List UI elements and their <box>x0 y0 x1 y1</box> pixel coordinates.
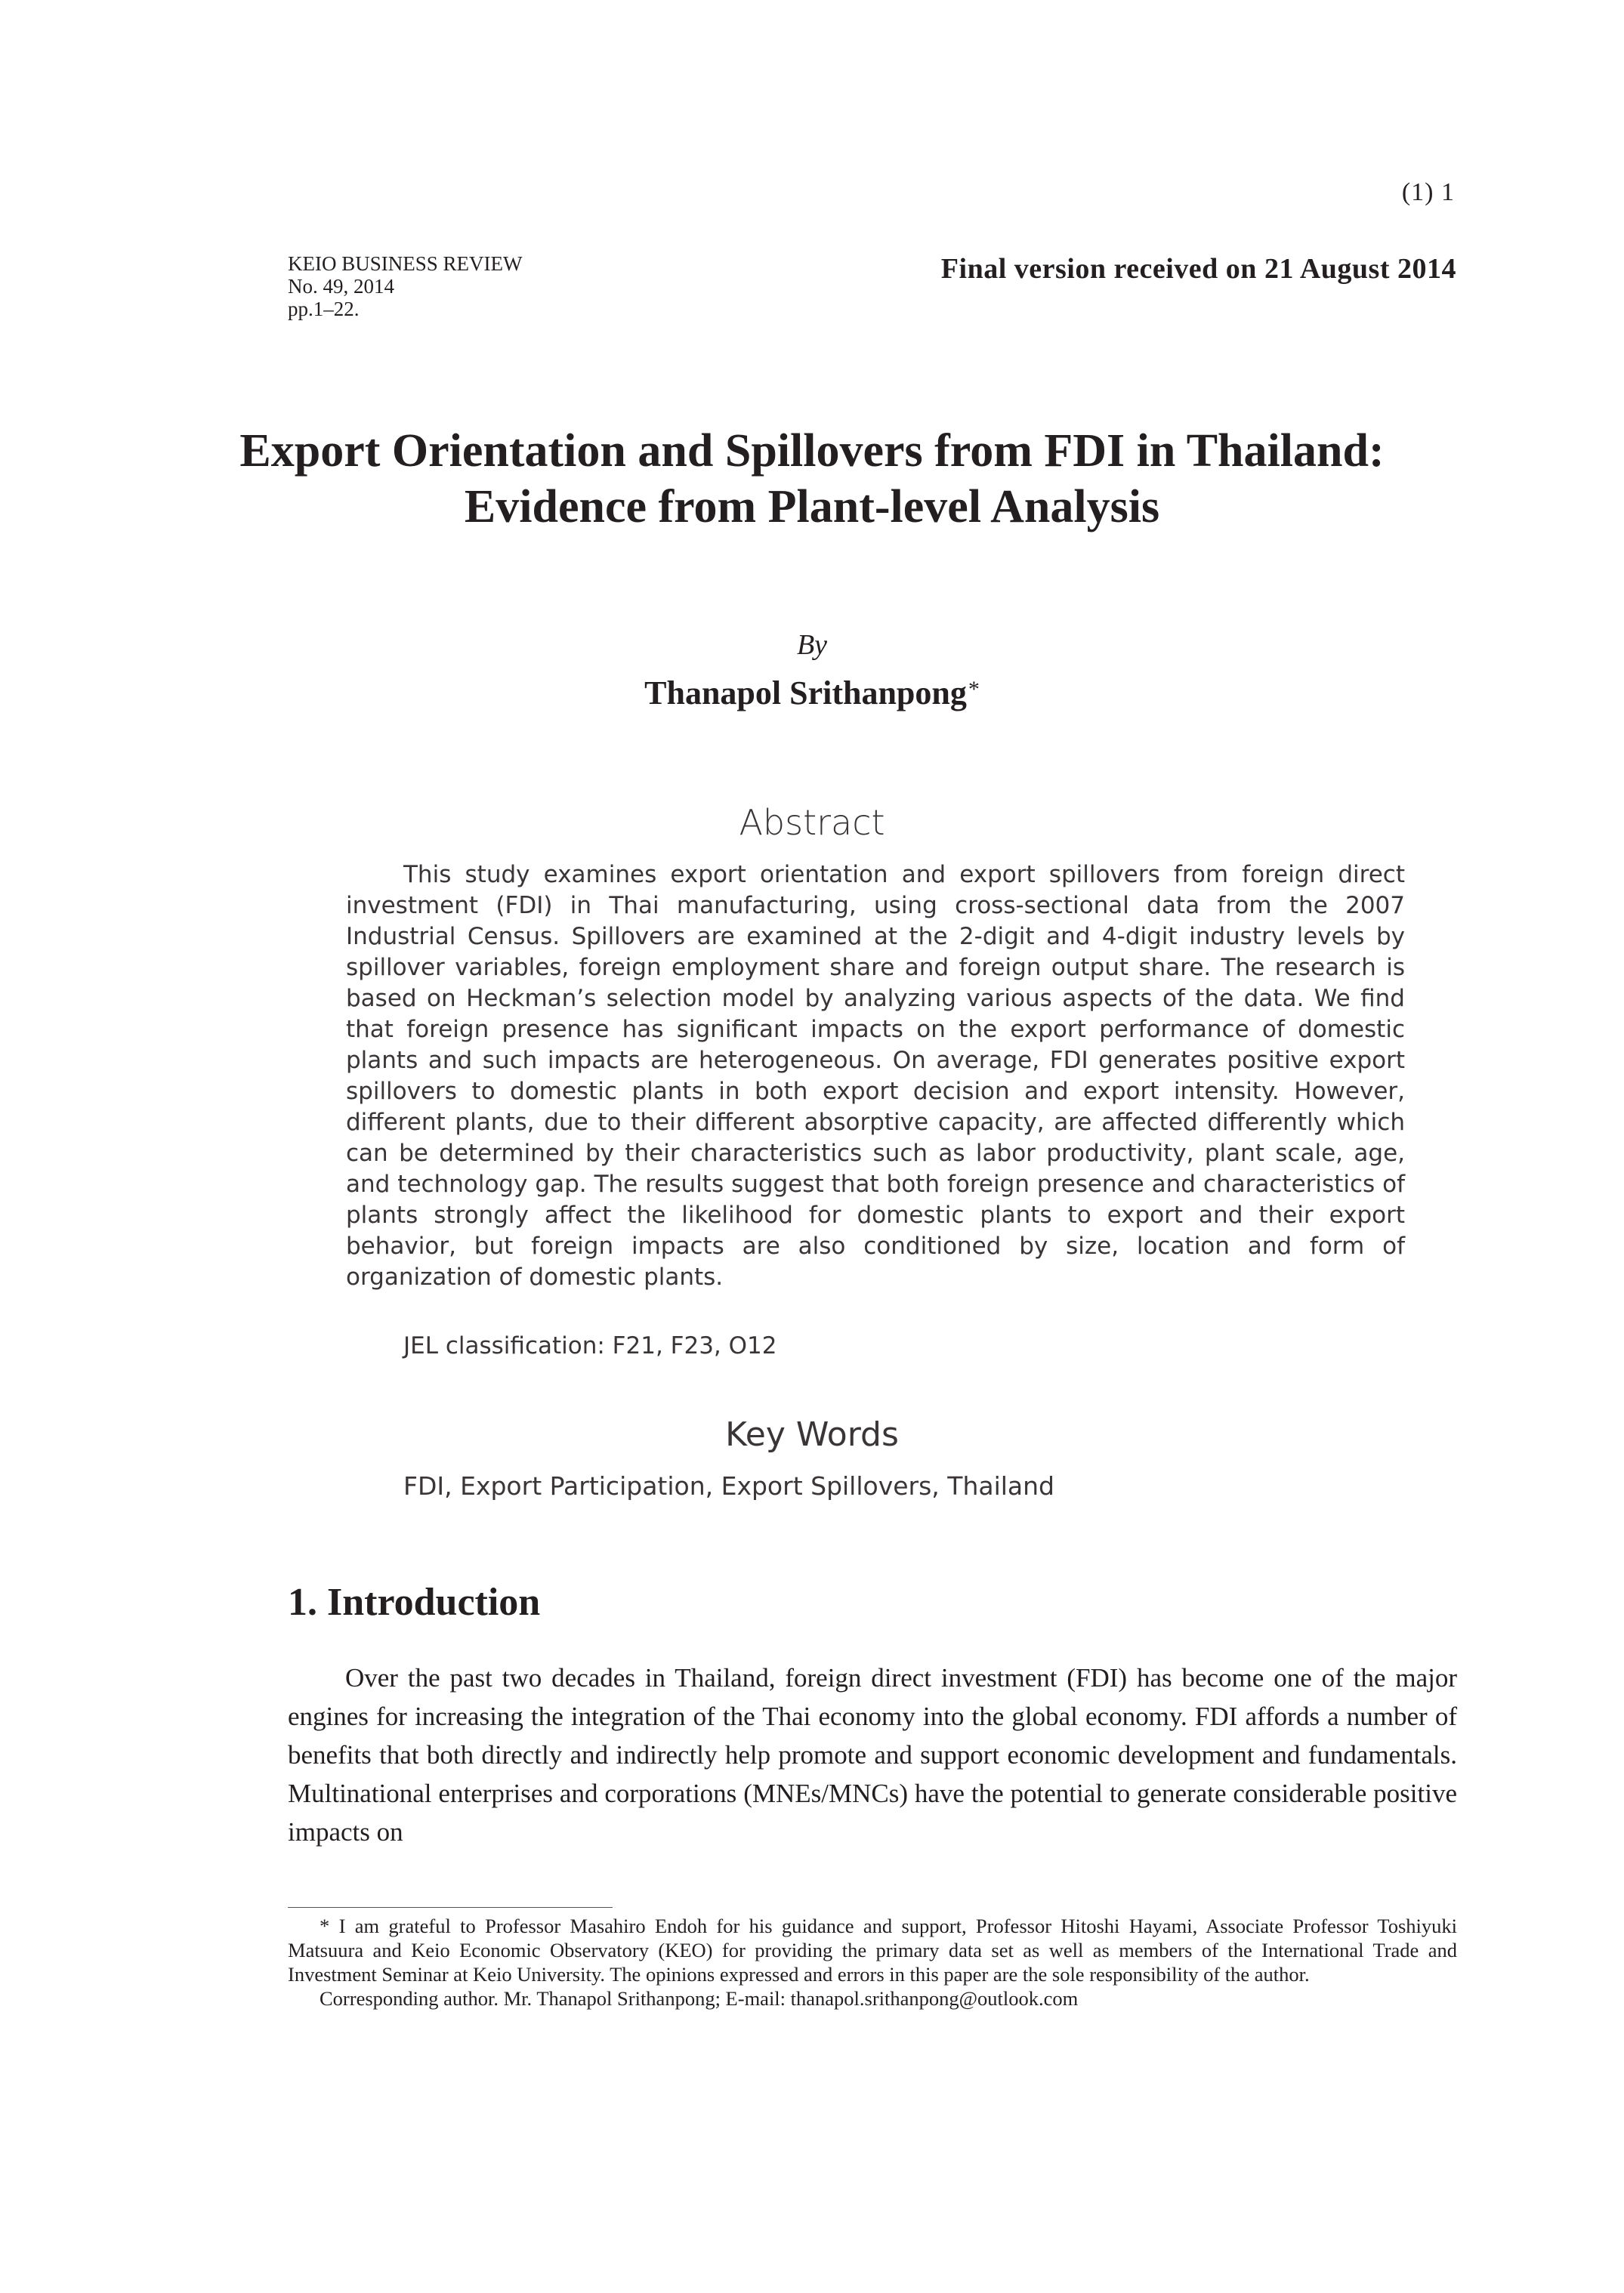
author-name: Thanapol Srithanpong <box>644 674 967 711</box>
jel-classification: JEL classification: F21, F23, O12 <box>403 1332 777 1359</box>
footnote-divider <box>288 1907 613 1908</box>
keywords-heading: Key Words <box>725 1415 899 1454</box>
byline-by: By <box>796 629 828 661</box>
section-heading-introduction: 1. Introduction <box>288 1581 541 1624</box>
abstract-text: This study examines export orientation and export spillovers from foreign direct investment (FDI) in Thai manufacturing, using cross-sectional data from the 2007 Industrial Census. Spillovers are examined at the 2-digit and 4-digit industry levels by spillover variables, foreign employment share and foreign output share. The research is based on Heckman’s selection model by analyzing various aspects of the data. We find that foreign presence has significant impacts on the export performance of domestic plants and such impacts are heterogeneous. On average, FDI generates positive export spillovers to domestic plants in both export decision and export intensity. However, different plants, due to their different absorptive capacity, are affected differently which can be determined by their characteristics such as labor productivity, plant scale, age, and technology gap. The results suggest that both foreign presence and characteristics of plants strongly affect the likelihood for domestic plants to export and their export behavior, but foreign impacts are also conditioned by size, location and form of organization of domestic plants. <box>346 861 1405 1291</box>
author-name-block <box>0 674 1624 712</box>
journal-info <box>288 252 523 320</box>
footnote <box>288 1914 1457 2011</box>
author-footnote-mark: * <box>968 677 980 702</box>
title-line-2: Evidence from Plant-level Analysis <box>464 481 1160 532</box>
footnote-acknowledgement: * I am grateful to Professor Masahiro Endoh for his guidance and support, Professor Hitoshi Hayami, Associate Professor Toshiyuki Matsuura and Keio Economic Observatory (KEO) for providing the primary data set as well as members of the International Trade and Investment Seminar at Keio University. The opinions expressed and errors in this paper are the sole responsibility of the author. <box>288 1915 1457 1986</box>
page-number: (1) 1 <box>1401 178 1455 206</box>
journal-name: KEIO BUSINESS REVIEW <box>288 252 523 275</box>
introduction-paragraph: Over the past two decades in Thailand, foreign direct investment (FDI) has become one of the major engines for increasing the integration of the Thai economy into the global economy. FDI affords a number of benefits that both directly and indirectly help promote and support economic development and fundamentals. Multinational enterprises and corporations (MNEs/MNCs) have the potential to generate considerable positive impacts on <box>288 1663 1457 1847</box>
keywords-text: FDI, Export Participation, Export Spillovers, Thailand <box>403 1471 1054 1501</box>
footnote-corresponding-author: Corresponding author. Mr. Thanapol Srithanpong; E-mail: thanapol.srithanpong@outlook.com <box>320 1987 1079 2010</box>
received-note: Final version received on 21 August 2014 <box>940 253 1456 285</box>
journal-volume: No. 49, 2014 <box>288 275 394 298</box>
title-line-1: Export Orientation and Spillovers from FDI in Thailand: <box>239 425 1385 477</box>
paper-title <box>0 423 1624 535</box>
abstract-heading: Abstract <box>739 802 885 843</box>
journal-pages: pp.1–22. <box>288 298 360 320</box>
